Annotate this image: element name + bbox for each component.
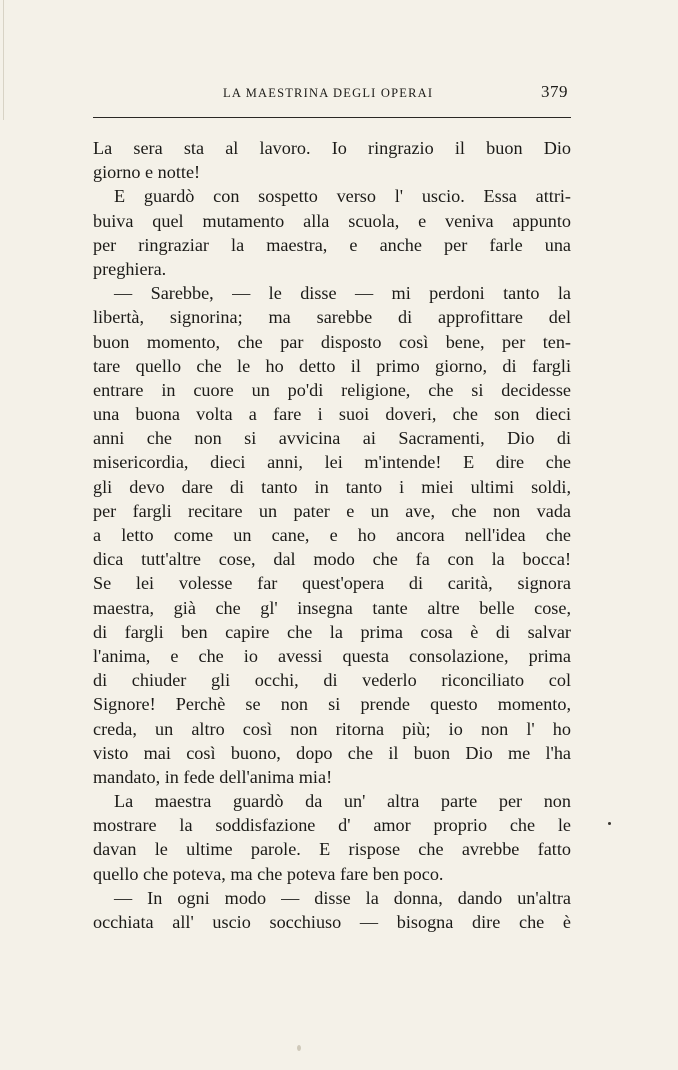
text-line: per fargli recitare un pater e un ave, che non vada	[93, 500, 571, 521]
text-line: buon momento, che par disposto così bene, per ten-	[93, 331, 571, 352]
text-line: La sera sta al lavoro. Io ringrazio il buon Dio	[93, 138, 571, 158]
text-line: buiva quel mutamento alla scuola, e veniva appunto	[93, 210, 571, 231]
text-line: una buona volta a fare i suoi doveri, che son dieci	[93, 404, 571, 425]
page-number: 379	[541, 82, 568, 101]
text-line: Se lei volesse far quest'opera di carità, signora	[93, 573, 571, 594]
body-text	[93, 136, 571, 934]
text-line: misericordia, dieci anni, lei m'intende! E dire che	[93, 452, 571, 473]
text-line: entrare in cuore un po'di religione, che si decidesse	[93, 379, 571, 400]
text-line: mostrare la soddisfazione d' amor proprio che le	[93, 815, 571, 836]
text-line: mandato, in fede dell'anima mia!	[93, 766, 333, 787]
page-edge-shadow	[3, 0, 4, 120]
text-line: dica tutt'altre cose, dal modo che fa con la bocca!	[93, 549, 571, 570]
text-line: — Sarebbe, — le disse — mi perdoni tanto la	[114, 283, 571, 304]
paper-speck	[297, 1045, 301, 1051]
text-line: giorno e notte!	[93, 162, 201, 183]
text-line: creda, un altro così non ritorna più; io non l' ho	[93, 718, 571, 739]
text-line: maestra, già che gl' insegna tante altre belle cose,	[93, 597, 571, 618]
text-line: — In ogni modo — disse la donna, dando un'altra	[114, 887, 571, 908]
text-line: gli devo dare di tanto in tanto i miei ultimi soldi,	[93, 476, 571, 497]
text-line: l'anima, e che io avessi questa consolazione, prima	[93, 645, 571, 666]
text-line: Signore! Perchè se non si prende questo momento,	[93, 694, 571, 715]
text-line: occhiata all' uscio socchiuso — bisogna dire che è	[93, 912, 571, 932]
text-line: libertà, signorina; ma sarebbe di approfittare del	[93, 307, 571, 328]
text-line: La maestra guardò da un' altra parte per non	[114, 791, 571, 812]
text-line: anni che non si avvicina ai Sacramenti, Dio di	[93, 428, 571, 449]
running-title: LA MAESTRINA DEGLI OPERAI	[223, 86, 434, 100]
header-rule	[93, 117, 571, 118]
text-line: davan le ultime parole. E rispose che avrebbe fatto	[93, 839, 571, 860]
text-line: per ringraziar la maestra, e anche per farle una	[93, 234, 571, 255]
text-line: tare quello che le ho detto il primo giorno, di fargli	[93, 355, 571, 376]
text-line: visto mai così buono, dopo che il buon Dio me l'ha	[93, 742, 571, 763]
text-line: di chiuder gli occhi, di vederlo riconciliato col	[93, 670, 571, 691]
text-line: quello che poteva, ma che poteva fare ben poco.	[93, 863, 444, 884]
text-line: preghiera.	[93, 258, 167, 279]
margin-dot	[608, 822, 611, 825]
text-line: a letto come un cane, e ho ancora nell'idea che	[93, 525, 571, 545]
text-line: E guardò con sospetto verso l' uscio. Essa attri-	[114, 186, 571, 207]
running-header	[93, 84, 571, 106]
text-line: di fargli ben capire che la prima cosa è di salvar	[93, 621, 571, 642]
